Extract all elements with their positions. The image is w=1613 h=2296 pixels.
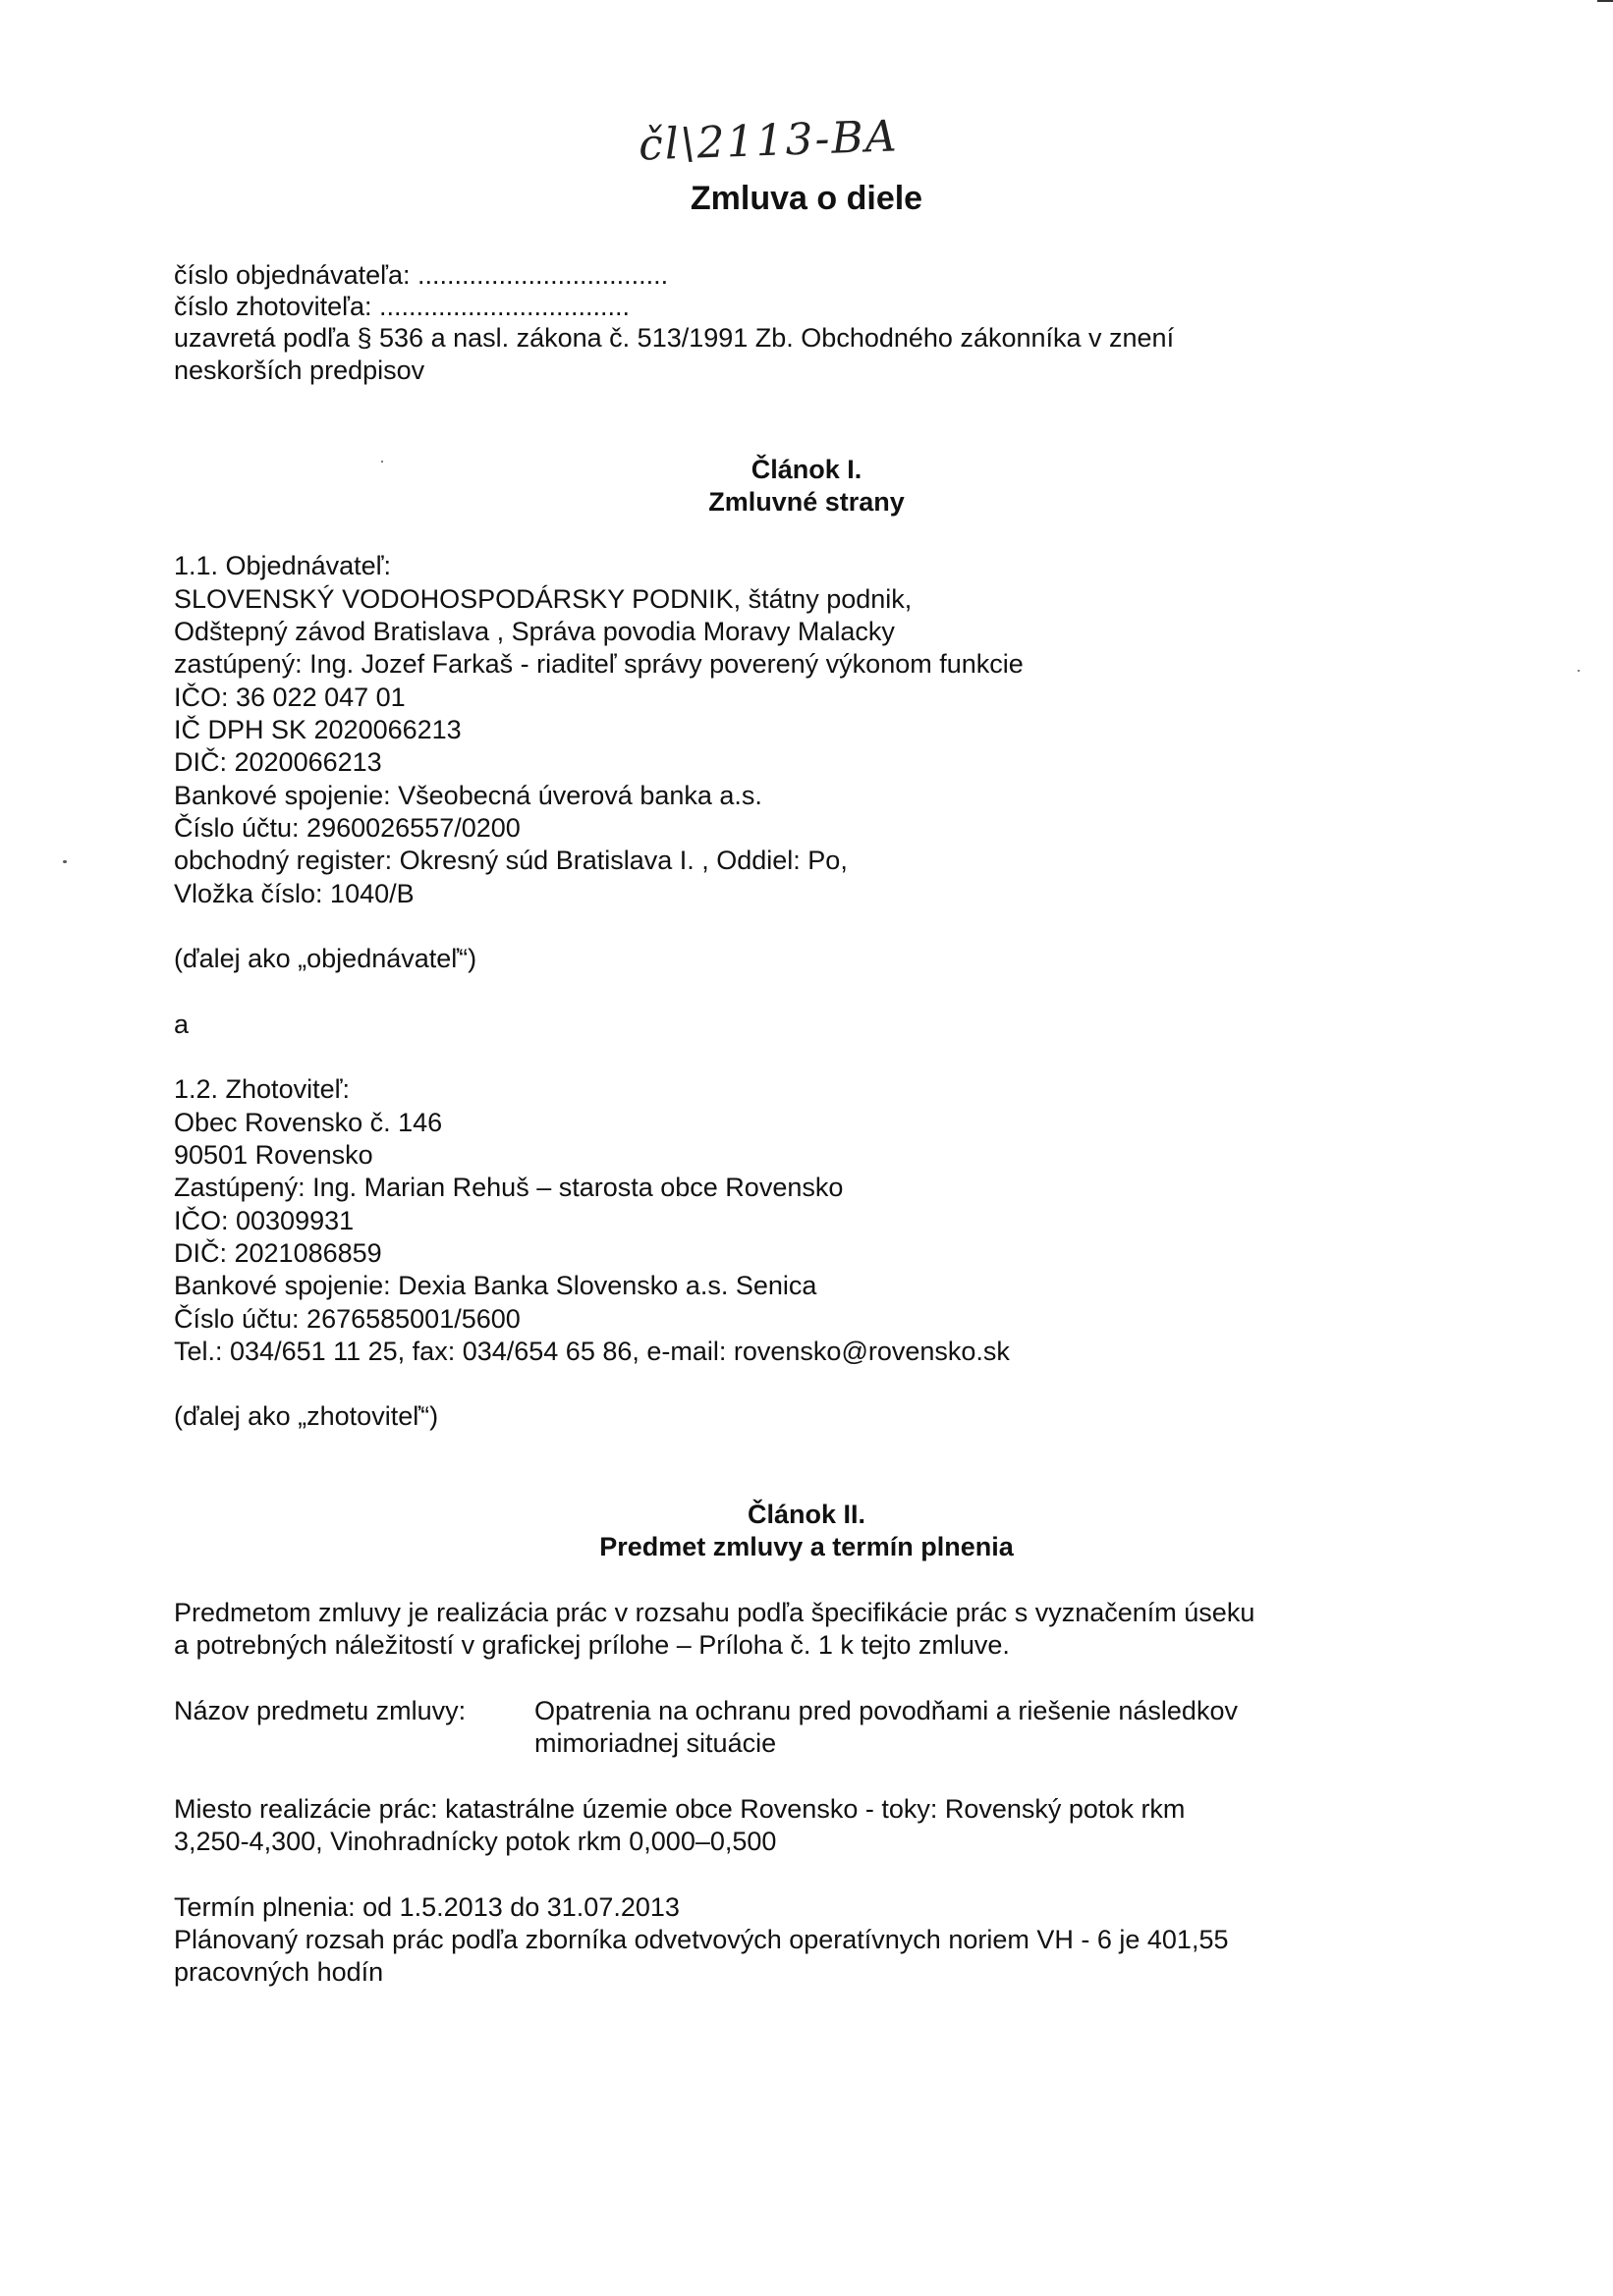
- party-2-line: Tel.: 034/651 11 25, fax: 034/654 65 86, e-mail: rovensko@rovensko.sk: [174, 1337, 1010, 1366]
- party-1-label: 1.1. Objednávateľ:: [174, 551, 392, 580]
- contractor-number-line: číslo zhotoviteľa: ..................................: [174, 292, 631, 321]
- planned-scope-line-2: pracovných hodín: [174, 1957, 384, 1987]
- party-1-line: IČ DPH SK 2020066213: [174, 715, 462, 744]
- party-2-line: IČO: 00309931: [174, 1206, 355, 1235]
- work-location-line-1: Miesto realizácie prác: katastrálne územie obce Rovensko - toky: Rovenský potok rkm: [174, 1794, 1186, 1824]
- party-1-line: Odštepný závod Bratislava , Správa povodia Moravy Malacky: [174, 617, 895, 646]
- planned-scope-line-1: Plánovaný rozsah prác podľa zborníka odvetvových operatívnych noriem VH - 6 je 401,55: [174, 1925, 1229, 1954]
- party-2-line: Bankové spojenie: Dexia Banka Slovensko a.s. Senica: [174, 1271, 817, 1300]
- party-1-alias: (ďalej ako „objednávateľ“): [174, 944, 477, 973]
- party-1-line: Vložka číslo: 1040/B: [174, 879, 415, 908]
- legal-basis-line-2: neskorších predpisov: [174, 355, 425, 385]
- article-1-heading: Článok I.: [751, 455, 862, 484]
- document-title: Zmluva o diele: [690, 180, 923, 217]
- article-1-subheading: Zmluvné strany: [708, 487, 905, 517]
- party-2-line: DIČ: 2021086859: [174, 1238, 382, 1268]
- party-2-label: 1.2. Zhotoviteľ:: [174, 1074, 350, 1104]
- article-2-heading: Článok II.: [747, 1500, 866, 1529]
- party-1-line: IČO: 36 022 047 01: [174, 683, 406, 712]
- party-1-line: SLOVENSKÝ VODOHOSPODÁRSKY PODNIK, štátny podnik,: [174, 584, 913, 614]
- subject-paragraph-line-2: a potrebných náležitostí v grafickej prílohe – Príloha č. 1 k tejto zmluve.: [174, 1630, 1010, 1660]
- party-1-line: DIČ: 2020066213: [174, 747, 382, 777]
- subject-name-label: Názov predmetu zmluvy:: [174, 1696, 467, 1725]
- client-number-line: číslo objednávateľa: ..................................: [174, 260, 669, 290]
- party-1-line: Číslo účtu: 2960026557/0200: [174, 813, 521, 843]
- party-2-line: Číslo účtu: 2676585001/5600: [174, 1304, 521, 1334]
- party-1-line: zastúpený: Ing. Jozef Farkaš - riaditeľ správy poverený výkonom funkcie: [174, 649, 1024, 679]
- party-1-line: obchodný register: Okresný súd Bratislava I. , Oddiel: Po,: [174, 846, 848, 875]
- conjunction: a: [174, 1010, 190, 1039]
- performance-term: Termín plnenia: od 1.5.2013 do 31.07.2013: [174, 1892, 680, 1922]
- party-2-line: Zastúpený: Ing. Marian Rehuš – starosta obce Rovensko: [174, 1173, 844, 1202]
- party-1-line: Bankové spojenie: Všeobecná úverová banka a.s.: [174, 781, 762, 810]
- subject-name-value: Opatrenia na ochranu pred povodňami a riešenie následkov: [534, 1696, 1238, 1725]
- subject-paragraph-line-1: Predmetom zmluvy je realizácia prác v rozsahu podľa špecifikácie prác s vyznačením úseku: [174, 1598, 1255, 1627]
- party-2-alias: (ďalej ako „zhotoviteľ“): [174, 1401, 439, 1431]
- subject-name-value-2: mimoriadnej situácie: [534, 1728, 777, 1758]
- scan-speck: [63, 860, 67, 863]
- party-2-line: Obec Rovensko č. 146: [174, 1108, 443, 1137]
- work-location-line-2: 3,250-4,300, Vinohradnícky potok rkm 0,000–0,500: [174, 1827, 777, 1856]
- scan-speck: [381, 461, 383, 463]
- scan-speck: [1578, 670, 1580, 672]
- article-2-subheading: Predmet zmluvy a termín plnenia: [599, 1532, 1014, 1561]
- scan-edge-mark: [1597, 0, 1613, 2]
- legal-basis-line: uzavretá podľa § 536 a nasl. zákona č. 513/1991 Zb. Obchodného zákonníka v znení: [174, 323, 1175, 353]
- party-2-line: 90501 Rovensko: [174, 1140, 373, 1170]
- handwritten-registration-note: čl\2113-BA: [638, 111, 900, 171]
